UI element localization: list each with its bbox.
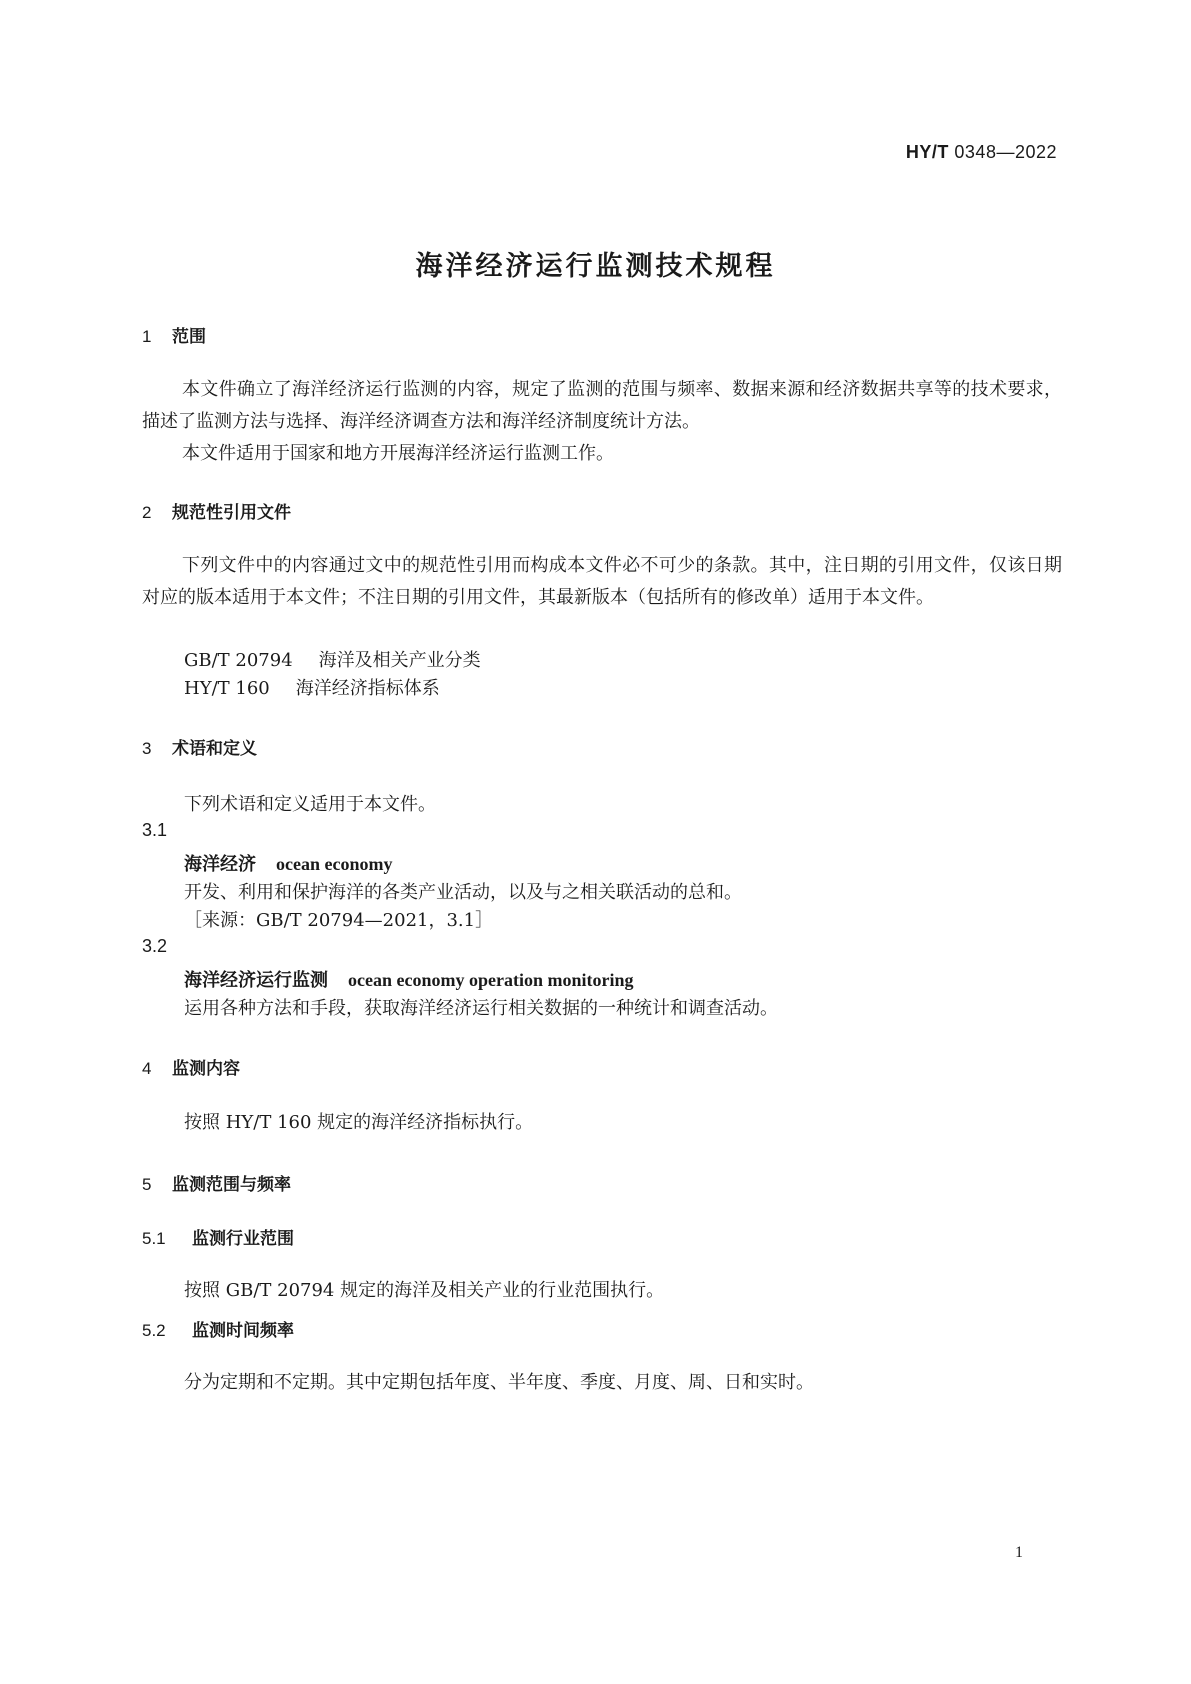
term-name-zh: 海洋经济运行监测 <box>184 970 328 991</box>
term-definition: 运用各种方法和手段，获取海洋经济运行相关数据的一种统计和调查活动。 <box>184 998 778 1019</box>
term-number: 3.1 <box>142 820 168 840</box>
reference-name: 海洋及相关产业分类 <box>318 650 481 671</box>
subsection-5-1-heading <box>142 1224 294 1249</box>
section-2-paragraph-1: 下列文件中的内容通过文中的规范性引用而构成本文件必不可少的条款。其中，注日期的引用文件，仅该日期对应的版本适用于本文件；不注日期的引用文件，其最新版本（包括所有的修改单）适用于本文件。 <box>142 555 1062 608</box>
subsection-title: 监测时间频率 <box>192 1321 294 1341</box>
section-title: 监测内容 <box>172 1059 240 1079</box>
section-title: 监测范围与频率 <box>172 1175 291 1195</box>
term-name-zh: 海洋经济 <box>184 854 256 875</box>
normative-reference <box>184 646 481 672</box>
standard-code-number: 0348—2022 <box>954 142 1057 162</box>
document-title: 海洋经济运行监测技术规程 <box>415 251 776 282</box>
section-number: 5 <box>142 1175 152 1194</box>
section-3-heading <box>142 734 257 759</box>
section-number: 3 <box>142 739 152 758</box>
term-name-en: ocean economy <box>276 854 393 874</box>
term-source: ［来源：GB/T 20794—2021，3.1］ <box>184 910 494 931</box>
reference-code: GB/T 20794 <box>184 650 293 671</box>
term-name-en: ocean economy operation monitoring <box>348 970 634 990</box>
standard-code-prefix: HY/T <box>905 142 949 162</box>
standard-code <box>906 142 1057 163</box>
section-4-heading <box>142 1054 240 1079</box>
section-4-paragraph-1: 按照 HY/T 160 规定的海洋经济指标执行。 <box>184 1112 534 1133</box>
section-1-paragraph-1: 本文件确立了海洋经济运行监测的内容，规定了监测的范围与频率、数据来源和经济数据共享等的技术要求，描述了监测方法与选择、海洋经济调查方法和海洋经济制度统计方法。 <box>142 379 1062 432</box>
section-2-heading <box>142 498 291 523</box>
reference-name: 海洋经济指标体系 <box>295 678 440 699</box>
subsection-5-1-paragraph: 按照 GB/T 20794 规定的海洋及相关产业的行业范围执行。 <box>184 1280 665 1301</box>
subsection-number: 5.2 <box>142 1321 166 1340</box>
subsection-title: 监测行业范围 <box>192 1229 294 1249</box>
section-title: 术语和定义 <box>172 739 257 759</box>
section-number: 4 <box>142 1059 152 1078</box>
subsection-number: 5.1 <box>142 1229 166 1248</box>
normative-reference <box>184 674 440 700</box>
section-1-paragraph-2: 本文件适用于国家和地方开展海洋经济运行监测工作。 <box>182 443 614 464</box>
section-5-heading <box>142 1170 291 1195</box>
page-number: 1 <box>1015 1544 1023 1561</box>
section-3-intro: 下列术语和定义适用于本文件。 <box>184 794 436 815</box>
section-title: 范围 <box>172 327 206 347</box>
section-number: 1 <box>142 327 152 346</box>
term-definition: 开发、利用和保护海洋的各类产业活动，以及与之相关联活动的总和。 <box>184 882 742 903</box>
subsection-5-2-heading <box>142 1316 294 1341</box>
section-number: 2 <box>142 503 152 522</box>
subsection-5-2-paragraph: 分为定期和不定期。其中定期包括年度、半年度、季度、月度、周、日和实时。 <box>184 1372 814 1393</box>
term-number: 3.2 <box>142 936 168 956</box>
section-1-heading <box>142 322 206 347</box>
reference-code: HY/T 160 <box>184 678 270 699</box>
term-name <box>184 966 633 992</box>
section-title: 规范性引用文件 <box>172 503 291 523</box>
term-name <box>184 850 392 876</box>
